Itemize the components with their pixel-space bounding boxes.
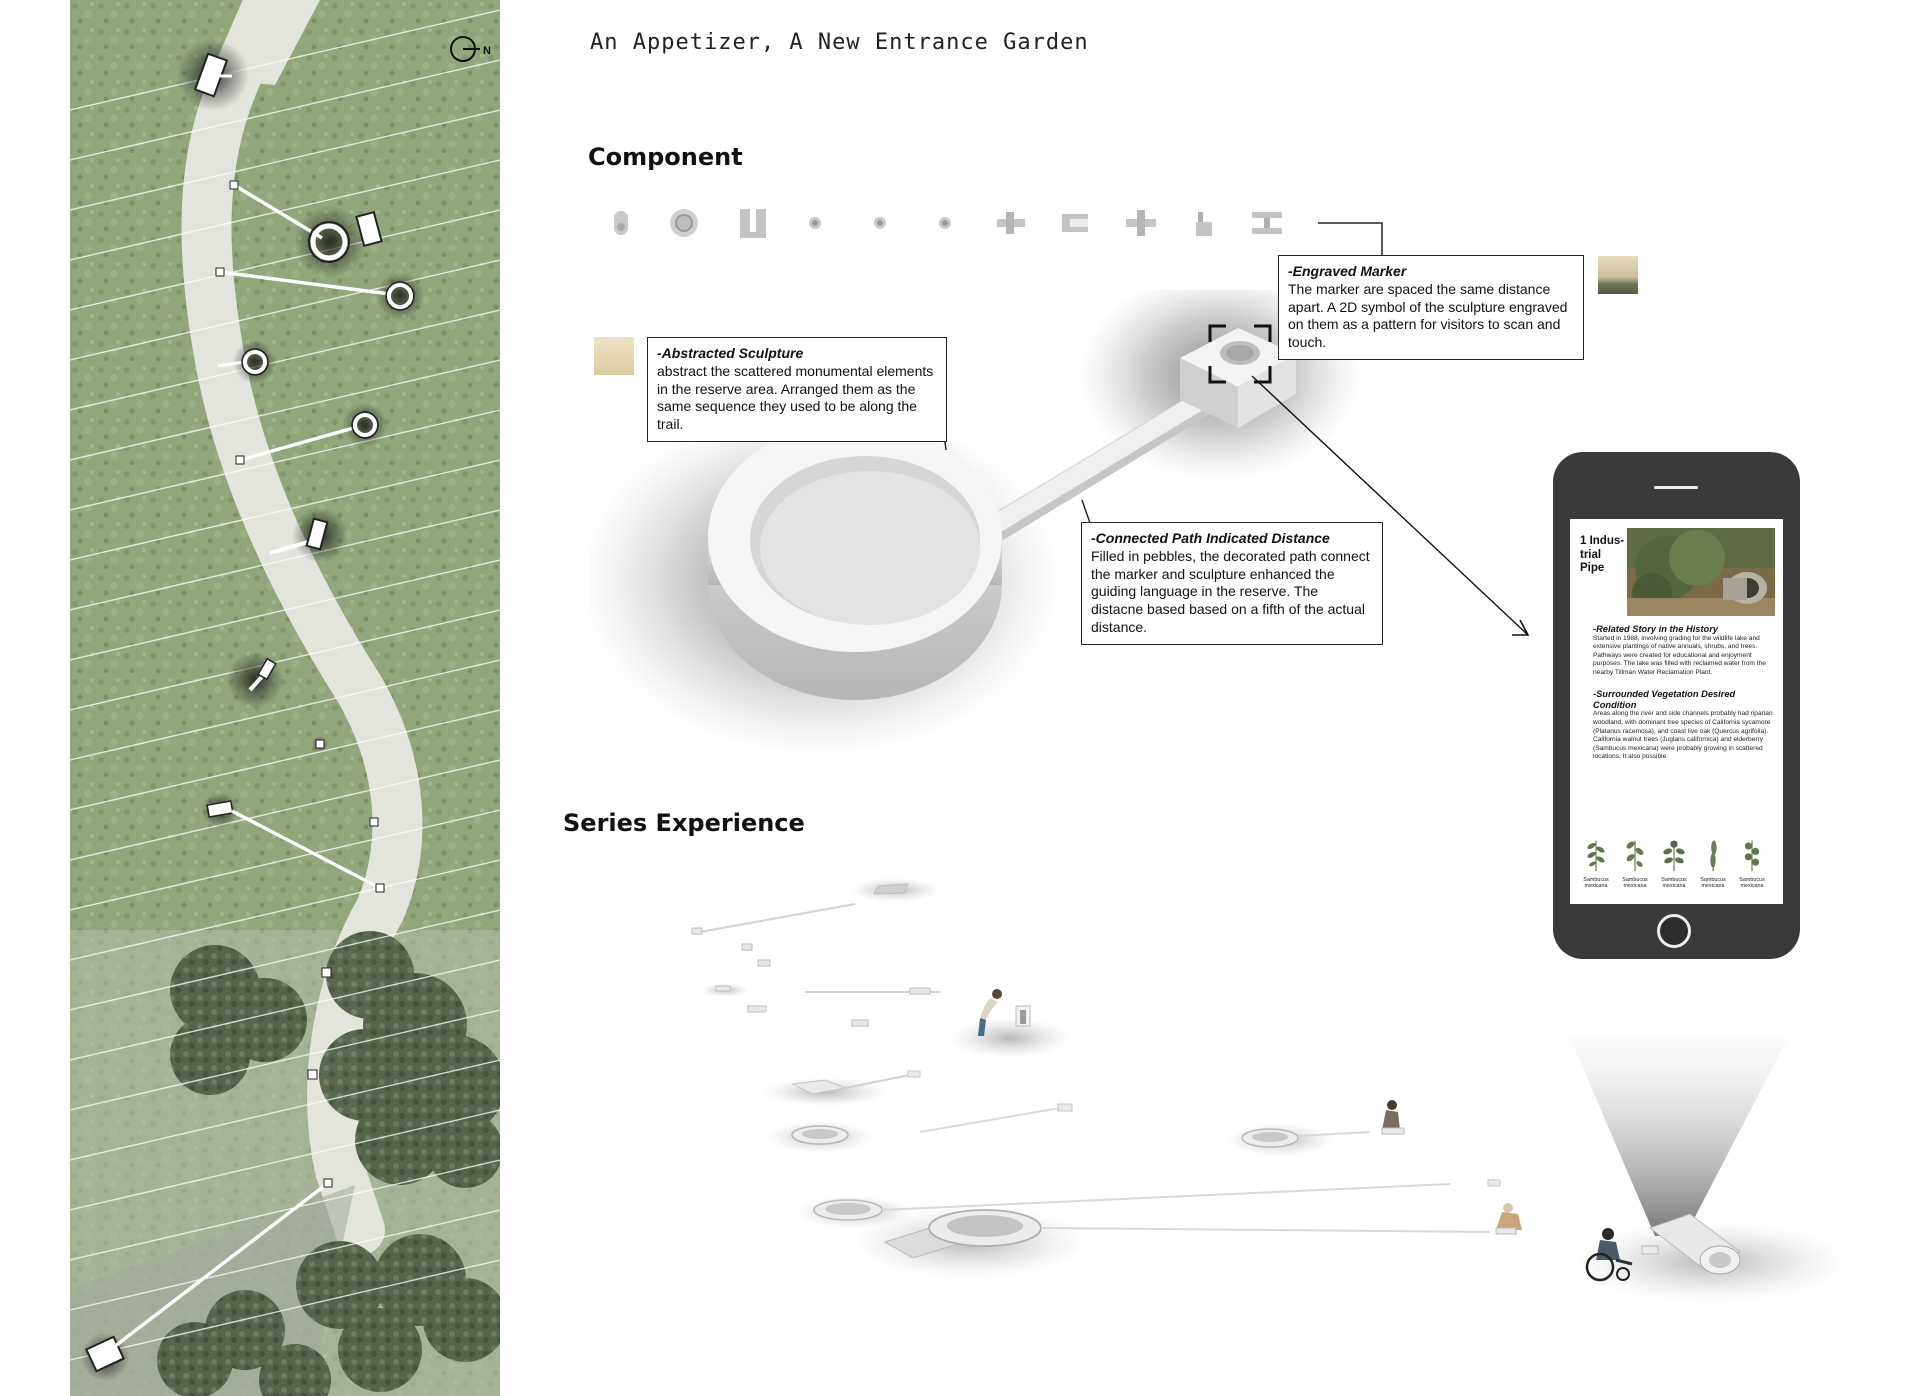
vegetation-heading: -Surrounded Vegetation Desired Condition (1593, 689, 1736, 710)
step-block-component-icon (1196, 212, 1212, 236)
abstracted-sculpture-callout (647, 337, 947, 442)
cross-bar-component-icon (997, 212, 1025, 234)
ring-component-icon (670, 209, 698, 237)
marker-material-swatch (1598, 256, 1638, 294)
aerial-site-map (70, 0, 500, 1396)
dot-component-icon (874, 217, 886, 229)
dot-component-icon (809, 217, 821, 229)
phone-speaker (1654, 486, 1698, 489)
screen-sculpture-title: 1 Indus- trial Pipe (1580, 535, 1625, 575)
connected-path-callout (1081, 522, 1383, 645)
phone-screen (1570, 519, 1783, 904)
seated-visitor-figures (1382, 1100, 1522, 1234)
ring-sculpture-instances (768, 1121, 1500, 1278)
series-experience-heading: Series Experience (563, 809, 805, 837)
connected-path-text: Filled in pebbles, the decorated path connect the marker and sculpture enhanced the guiding language in the reserve. The distacne based based on a fifth of the actual distance. (1091, 547, 1370, 635)
dot-component-icon (939, 217, 951, 229)
page-title: An Appetizer, A New Entrance Garden (590, 30, 1089, 55)
visitor-figure (950, 989, 1070, 1058)
plant-label: Sambucus mexicana (1700, 877, 1726, 889)
vegetation-section (1593, 689, 1775, 762)
plant-label: Sambucus mexicana (1583, 877, 1609, 889)
series-experience-drawing (640, 860, 1880, 1340)
engraved-marker-title: -Engraved Marker (1288, 263, 1407, 279)
cross-component-icon (1126, 210, 1156, 236)
plant-label: Sambucus mexicana (1739, 877, 1765, 889)
sculpture-material-swatch (594, 337, 634, 375)
engraved-marker-text: The marker are spaced the same distance apart. A 2D symbol of the sculpture engraved on them as a pattern for visitors to scan and touch. (1288, 280, 1568, 351)
plant-label: Sambucus mexicana (1622, 877, 1648, 889)
projection-beam (1570, 1038, 1788, 1236)
connected-path-title: -Connected Path Indicated Distance (1091, 530, 1330, 546)
ring-sculpture-model (708, 422, 1002, 700)
component-heading: Component (588, 143, 743, 171)
history-heading: -Related Story in the History (1593, 624, 1719, 634)
vegetation-text: Areas along the river and side channels probably had riparian woodland, with dominant tree species of California sycamore (Platanus racemosa), and coast live oak (Quercus agrifolia). California walnut trees (Juglans californica) and elderberry (Sambucus mexicana) were probably growing in scattered locations. It also possible (1593, 710, 1773, 761)
north-label: N (483, 45, 491, 57)
distant-markers (692, 878, 940, 1026)
u-bracket-component-icon (740, 209, 766, 238)
pill-component-icon (614, 211, 628, 235)
industrial-pipe-photo (1627, 528, 1775, 616)
plant-label: Sambucus mexicana (1661, 877, 1687, 889)
abstracted-sculpture-text: abstract the scattered monumental elements in the reserve area. Arranged them as the same sequence they used to be along the trail. (657, 362, 934, 433)
aerial-map-drawing (70, 0, 500, 1396)
i-beam-component-icon (1252, 212, 1282, 234)
history-text: Started in 1988, involving grading for the wildlife lake and extensive plantings of native annuals, shrubs, and trees. Pathways were created for educational and enjoyment purposes. The lake was filled with reclaimed water from the nearby Tillman Water Reclamation Plant. (1593, 634, 1766, 676)
history-section (1593, 624, 1775, 678)
abstracted-sculpture-title: -Abstracted Sculpture (657, 345, 804, 361)
engraved-marker-callout (1278, 255, 1584, 360)
e-block-component-icon (1062, 214, 1088, 232)
